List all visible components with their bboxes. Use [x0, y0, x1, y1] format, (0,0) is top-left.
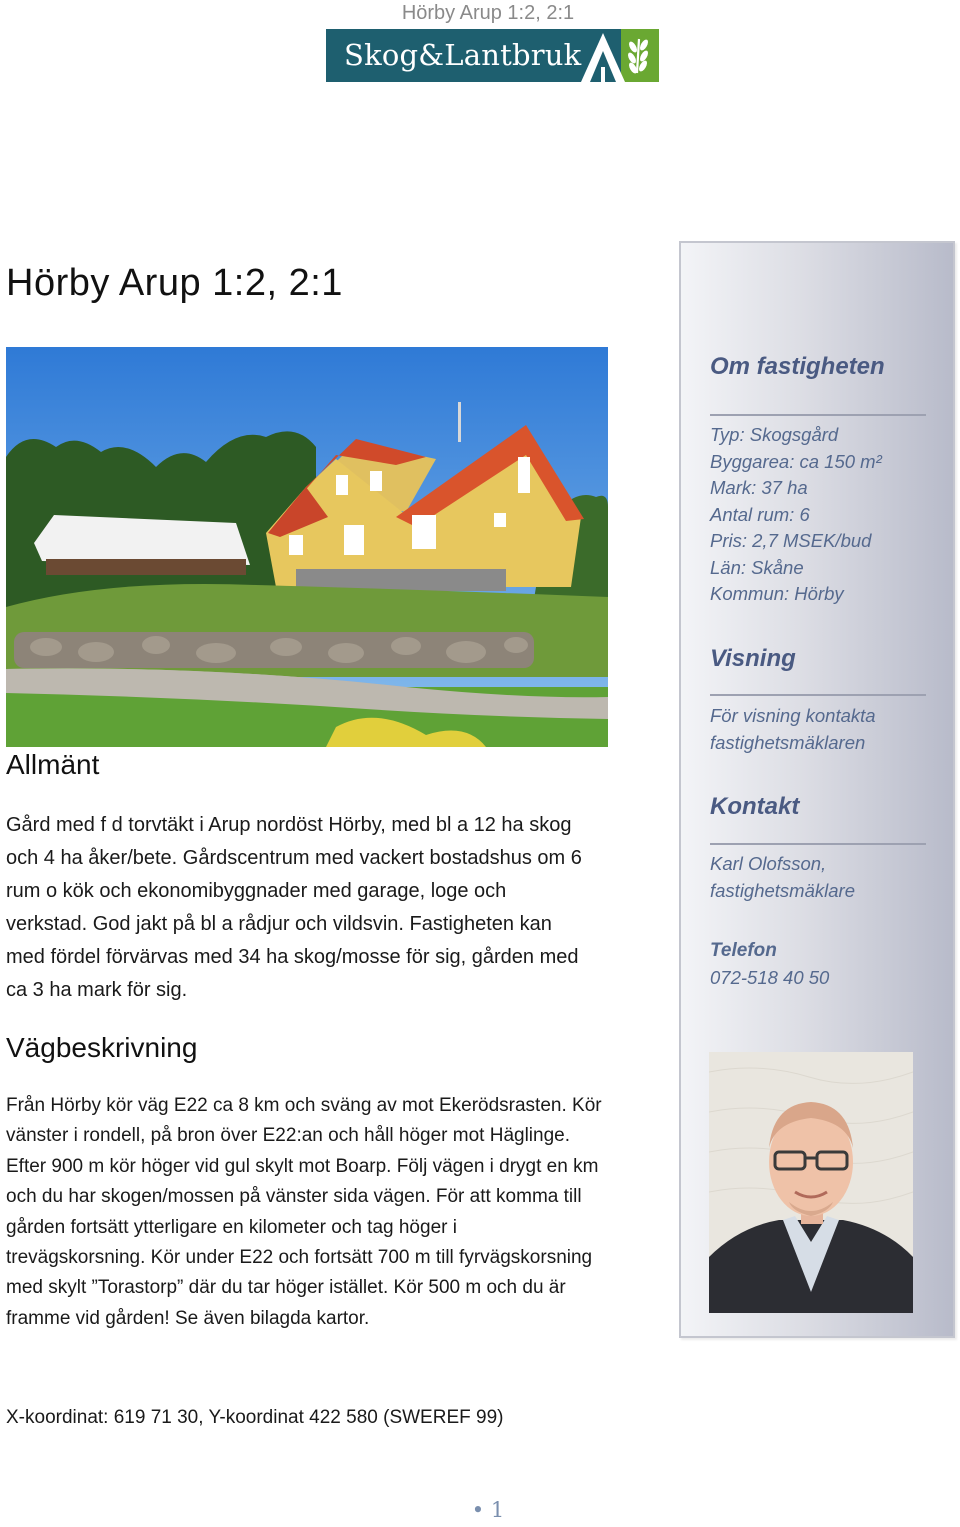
document-title: Hörby Arup 1:2, 2:1	[6, 262, 343, 304]
logo-wordmark: Skog&Lantbruk	[344, 38, 582, 72]
phone-label: Telefon	[710, 940, 777, 961]
general-line: ca 3 ha mark för sig.	[6, 979, 188, 1001]
general-heading: Allmänt	[6, 749, 100, 780]
directions-line: framme vid gården! Se även bilagda kartor.	[6, 1307, 370, 1329]
viewing-divider	[710, 694, 926, 696]
directions-line: Från Hörby kör väg E22 ca 8 km och sväng av mot Ekerödsrasten. Kör	[6, 1095, 602, 1116]
directions-line: trevägskorsning. Kör under E22 och fortsätt 700 m till fyrvägskorsning	[6, 1247, 593, 1269]
viewing-line: För visning kontakta	[710, 705, 876, 726]
skog-lantbruk-logo	[326, 29, 649, 82]
contact-name: Karl Olofsson,	[710, 853, 827, 874]
general-description	[6, 809, 646, 1007]
general-line: och 4 ha åker/bete. Gårdscentrum med vackert bostadshus om 6	[6, 847, 582, 869]
detail-price: Pris: 2,7 MSEK/bud	[710, 530, 872, 551]
general-line: med fördel förvärvas med 34 ha skog/mosse för sig, gården med	[6, 946, 579, 968]
directions-line: gården fortsätt ytterligare en kilometer och tag höger i	[6, 1216, 457, 1238]
viewing-heading: Visning	[710, 645, 796, 672]
viewing-text	[710, 703, 876, 756]
directions-heading: Vägbeskrivning	[6, 1032, 198, 1063]
page-number: • 1	[471, 1498, 505, 1522]
detail-type: Typ: Skogsgård	[710, 424, 839, 445]
general-line: Gård med f d torvtäkt i Arup nordöst Hörby, med bl a 12 ha skog	[6, 814, 572, 836]
contact-divider	[710, 843, 926, 845]
directions-line: och du har skogen/mossen på vänster sida vägen. För att komma till	[6, 1186, 582, 1208]
detail-rooms: Antal rum: 6	[710, 503, 810, 525]
directions-line: Efter 900 m kör höger vid gul skylt mot Boarp. Följ vägen i drygt en km	[6, 1155, 599, 1177]
running-header-title: Hörby Arup 1:2, 2:1	[401, 2, 575, 24]
detail-land: Mark: 37 ha	[710, 477, 808, 498]
agent-portrait-photo	[709, 1052, 913, 1313]
detail-building-area: Byggarea: ca 150 m²	[710, 450, 882, 472]
directions-line: med skylt ”Torastorp” där du tar höger istället. Kör 500 m och du är	[6, 1277, 566, 1299]
general-line: verkstad. God jakt på bl a rådjur och vildsvin. Fastigheten kan	[6, 913, 552, 935]
about-details	[710, 422, 882, 608]
general-line: rum o kök och ekonomibyggnader med garage, loge och	[6, 880, 507, 902]
property-photo	[6, 347, 608, 747]
contact-role: fastighetsmäklare	[710, 879, 855, 901]
coordinates-text: X-koordinat: 619 71 30, Y-koordinat 422 580 (SWEREF 99)	[6, 1407, 504, 1428]
detail-municipality: Kommun: Hörby	[710, 583, 844, 604]
about-divider	[710, 414, 926, 416]
detail-county: Län: Skåne	[710, 556, 804, 578]
contact-heading: Kontakt	[710, 793, 800, 820]
viewing-line: fastighetsmäklaren	[710, 731, 866, 753]
directions-line: vänster i rondell, på bron över E22:an och håll höger mot Häglinge.	[6, 1125, 571, 1147]
phone-number[interactable]: 072-518 40 50	[710, 967, 830, 988]
directions-text	[6, 1091, 656, 1334]
contact-person	[710, 851, 855, 904]
about-heading: Om fastigheten	[710, 353, 885, 380]
page-number-value: 1	[490, 1498, 505, 1522]
tree-leaf-logo-icon	[581, 29, 649, 82]
